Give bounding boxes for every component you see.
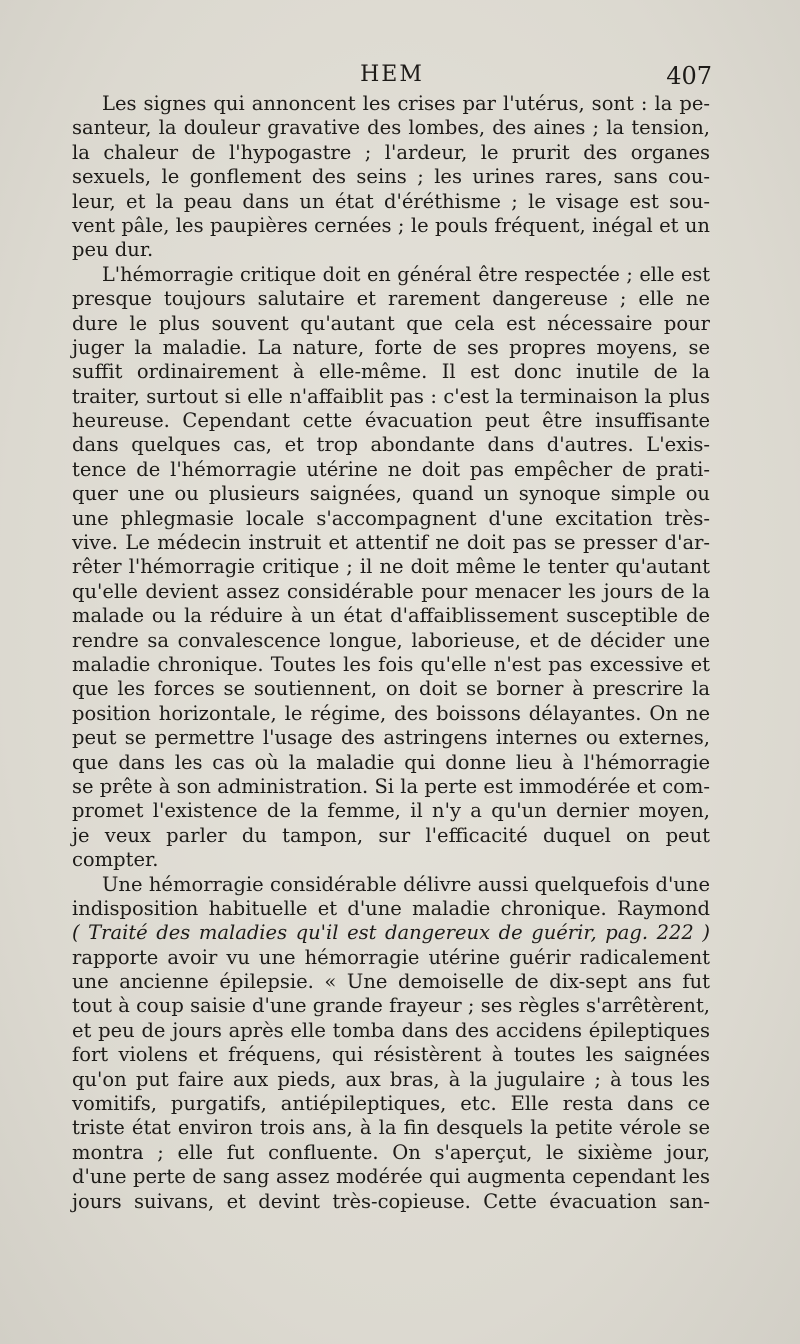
- text-line: promet l'existence de la femme, il n'y a qu'un dernier moyen,: [72, 799, 710, 823]
- text-line: une ancienne épilepsie. « Une demoiselle de dix-sept ans fut: [72, 970, 710, 994]
- text-line: dans quelques cas, et trop abondante dans d'autres. L'exis-: [72, 433, 710, 457]
- text-line: tout à coup saisie d'une grande frayeur ; ses règles s'arrêtèrent,: [72, 994, 710, 1018]
- text-line: qu'on put faire aux pieds, aux bras, à la jugulaire ; à tous les: [72, 1067, 710, 1091]
- text-line: L'hémorragie critique doit en général être respectée ; elle est: [102, 262, 710, 286]
- text-line: se prête à son administration. Si la perte est immodérée et com-: [72, 774, 710, 798]
- text-line: vomitifs, purgatifs, antiépileptiques, etc. Elle resta dans ce: [72, 1092, 710, 1116]
- page-header: [72, 62, 712, 92]
- text-line: sexuels, le gonflement des seins ; les urines rares, sans cou-: [72, 165, 710, 189]
- citation-line: ( Traité des maladies qu'il est dangereux de guérir, pag. 222 ): [72, 921, 710, 945]
- text-line: leur, et la peau dans un état d'éréthisme ; le visage est sou-: [72, 189, 710, 213]
- text-line: montra ; elle fut confluente. On s'aperçut, le sixième jour,: [72, 1140, 710, 1164]
- text-line: rêter l'hémorragie critique ; il ne doit même le tenter qu'autant: [72, 555, 710, 579]
- text-line: que dans les cas où la maladie qui donne lieu à l'hémorragie: [72, 750, 710, 774]
- text-line: malade ou la réduire à un état d'affaiblissement susceptible de: [72, 604, 710, 628]
- text-line: indisposition habituelle et d'une maladie chronique. Raymond: [72, 896, 710, 920]
- page-number: 407: [666, 62, 712, 90]
- text-line: d'une perte de sang assez modérée qui augmenta cependant les: [72, 1165, 710, 1189]
- paragraph: [72, 263, 710, 873]
- text-line: triste état environ trois ans, à la fin desquels la petite vérole se: [72, 1116, 710, 1140]
- text-line: Les signes qui annoncent les crises par l'utérus, sont : la pe-: [102, 92, 710, 115]
- text-line: heureuse. Cependant cette évacuation peut être insuffisante: [72, 409, 710, 433]
- text-line: compter.: [72, 848, 159, 872]
- text-line: vive. Le médecin instruit et attentif ne doit pas se presser d'ar-: [72, 531, 710, 555]
- paragraph: [72, 92, 710, 263]
- text-line: juger la maladie. La nature, forte de ses propres moyens, se: [72, 335, 710, 359]
- text-line: que les forces se soutiennent, on doit se borner à prescrire la: [72, 677, 710, 701]
- text-line: qu'elle devient assez considérable pour menacer les jours de la: [72, 579, 710, 603]
- text-line: jours suivans, et devint très-copieuse. Cette évacuation san-: [72, 1189, 710, 1213]
- text-line: je veux parler du tampon, sur l'efficacité duquel on peut: [72, 823, 710, 847]
- text-line: maladie chronique. Toutes les fois qu'elle n'est pas excessive et: [72, 652, 710, 676]
- text-line: traiter, surtout si elle n'affaiblit pas : c'est la terminaison la plus: [72, 384, 710, 408]
- text-line: peut se permettre l'usage des astringens internes ou externes,: [72, 726, 710, 750]
- text-line: la chaleur de l'hypogastre ; l'ardeur, le prurit des organes: [72, 140, 710, 164]
- text-line: une phlegmasie locale s'accompagnent d'une excitation très-: [72, 506, 710, 530]
- text-line: quer une ou plusieurs saignées, quand un synoque simple ou: [72, 482, 710, 506]
- text-line: peu dur.: [72, 238, 154, 262]
- body-text: [72, 92, 710, 1214]
- text-line: santeur, la douleur gravative des lombes, des aines ; la tension,: [72, 116, 710, 140]
- text-line: presque toujours salutaire et rarement dangereuse ; elle ne: [72, 287, 710, 311]
- text-line: rapporte avoir vu une hémorragie utérine guérir radicalement: [72, 945, 710, 969]
- text-line: suffit ordinairement à elle-même. Il est donc inutile de la: [72, 360, 710, 384]
- text-line: position horizontale, le régime, des boissons délayantes. On ne: [72, 701, 710, 725]
- text-line: dure le plus souvent qu'autant que cela est nécessaire pour: [72, 311, 710, 335]
- text-line: tence de l'hémorragie utérine ne doit pas empêcher de prati-: [72, 457, 710, 481]
- text-line: rendre sa convalescence longue, laborieuse, et de décider une: [72, 628, 710, 652]
- text-line: Une hémorragie considérable délivre aussi quelquefois d'une: [102, 872, 710, 896]
- paragraph: [72, 873, 710, 1214]
- text-line: fort violens et fréquens, qui résistèrent à toutes les saignées: [72, 1043, 710, 1067]
- running-head: HEM: [360, 62, 424, 87]
- text-line: vent pâle, les paupières cernées ; le pouls fréquent, inégal et un: [72, 213, 710, 237]
- text-line: et peu de jours après elle tomba dans des accidens épileptiques: [72, 1018, 710, 1042]
